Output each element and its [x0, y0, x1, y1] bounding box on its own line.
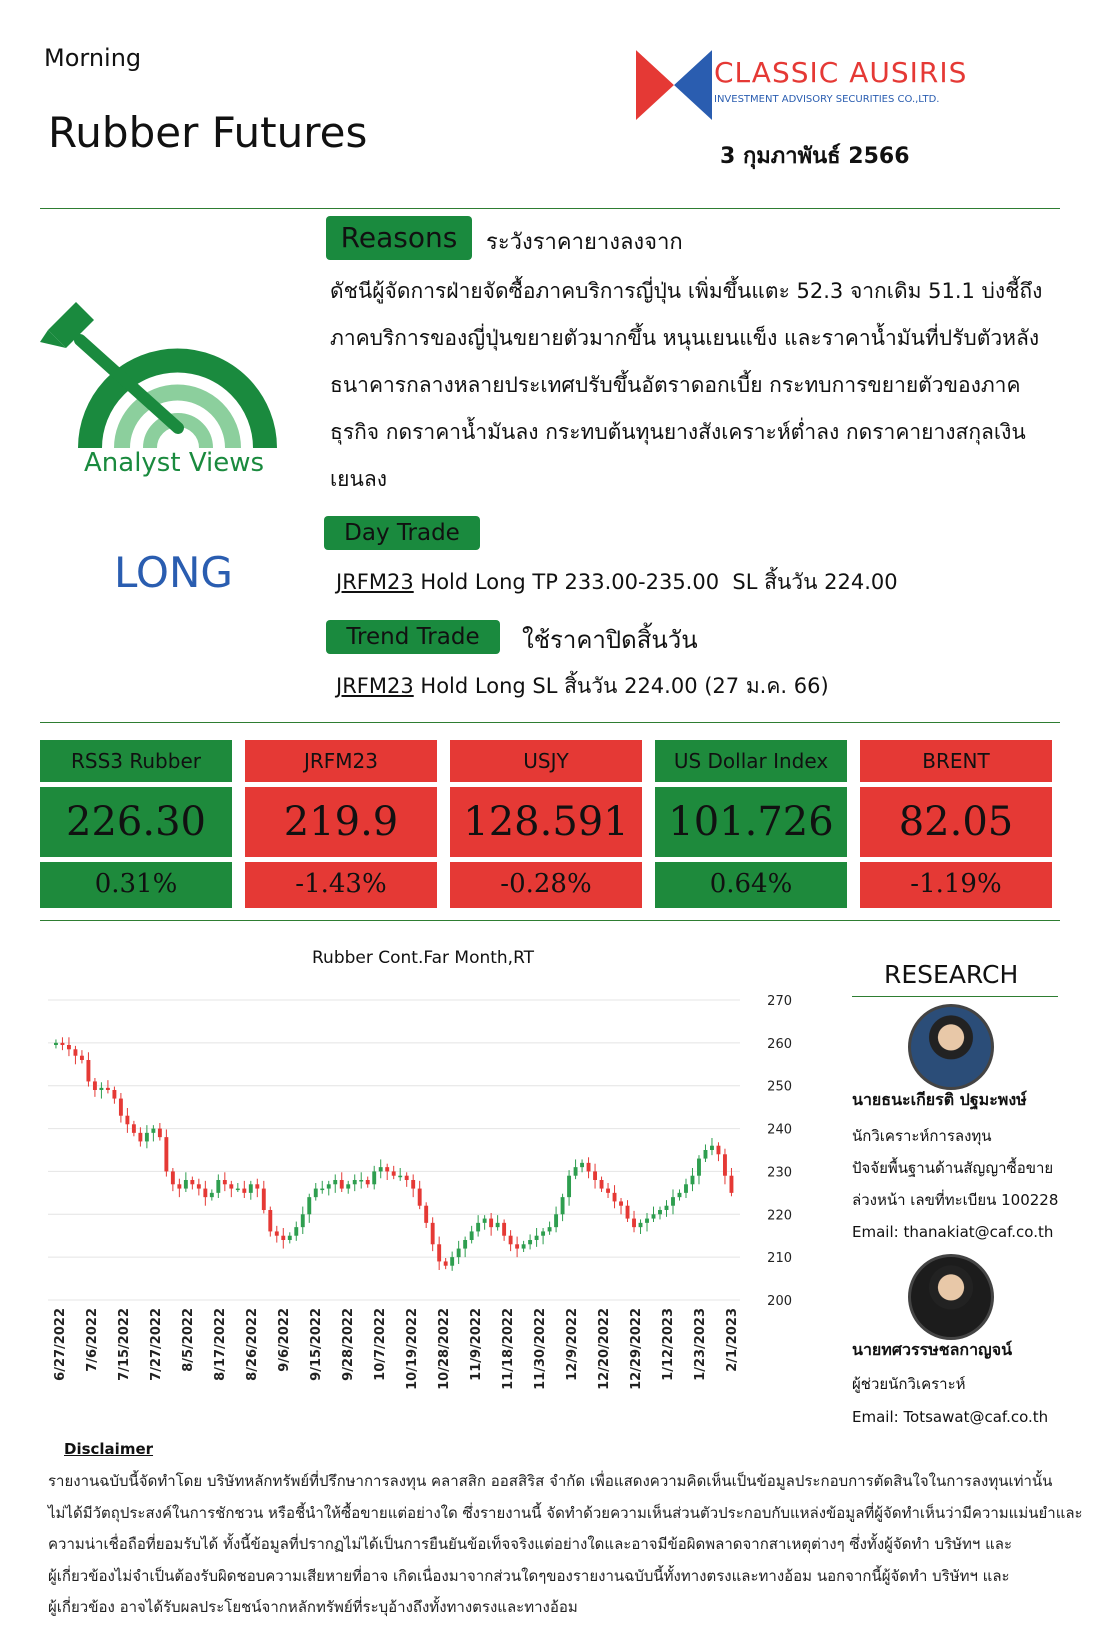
- reason-line: เยนลง: [330, 467, 387, 491]
- candle: [112, 1090, 116, 1099]
- candle: [704, 1150, 708, 1159]
- candle: [203, 1189, 207, 1198]
- y-tick-label: 240: [767, 1122, 792, 1138]
- reason-line: ดัชนีผู้จัดการฝ่ายจัดซื้อภาคบริการญี่ปุ่น เพิ่มขึ้นแตะ 52.3 จากเดิม 51.1 บ่งชี้ถึง: [330, 279, 1043, 303]
- divider-top: [40, 208, 1060, 209]
- disclaimer-title: Disclaimer: [64, 1440, 154, 1458]
- avatar: [908, 1254, 994, 1340]
- candle: [606, 1189, 610, 1193]
- logo-name: CLASSIC AUSIRIS: [714, 56, 968, 89]
- trend-trade-text: Hold Long SL สิ้นวัน 224.00 (27 ม.ค. 66): [420, 674, 829, 698]
- candle: [138, 1133, 142, 1142]
- x-tick-label: 9/15/2022: [309, 1308, 324, 1381]
- candle: [54, 1043, 58, 1045]
- candle: [411, 1180, 415, 1189]
- candle: [541, 1231, 545, 1235]
- candle: [548, 1227, 552, 1231]
- candle: [372, 1171, 376, 1184]
- analyst-1-info: [852, 1120, 1058, 1248]
- candle: [457, 1249, 461, 1258]
- candle: [437, 1244, 441, 1261]
- logo-subtitle: INVESTMENT ADVISORY SECURITIES CO.,LTD.: [714, 94, 940, 105]
- x-tick-label: 6/27/2022: [53, 1308, 68, 1381]
- candle: [431, 1223, 435, 1244]
- analyst-1-line: ล่วงหน้า เลขที่ทะเบียน 100228: [852, 1191, 1059, 1209]
- x-tick-label: 10/28/2022: [437, 1308, 452, 1390]
- reason-line: ธนาคารกลางหลายประเทศปรับขึ้นอัตราดอกเบี้ย กระทบการขยายตัวของภาค: [330, 373, 1021, 397]
- candle: [587, 1163, 591, 1172]
- candle: [723, 1154, 727, 1175]
- x-tick-label: 8/26/2022: [245, 1308, 260, 1381]
- candle: [379, 1167, 383, 1171]
- candle: [288, 1236, 292, 1240]
- candle: [80, 1056, 84, 1060]
- x-tick-label: 2/1/2023: [725, 1308, 740, 1372]
- tile-jrfm23: [245, 740, 437, 908]
- candle: [314, 1189, 318, 1198]
- candle: [710, 1146, 714, 1150]
- day-trade-symbol: JRFM23: [336, 570, 414, 594]
- candle: [398, 1176, 402, 1178]
- divider-lower: [40, 920, 1060, 921]
- candle: [671, 1197, 675, 1206]
- logo-mark-icon: [636, 50, 712, 120]
- candle: [320, 1189, 324, 1191]
- candle: [73, 1049, 77, 1055]
- x-tick-label: 9/28/2022: [341, 1308, 356, 1381]
- analyst-1-line: Email: thanakiat@caf.co.th: [852, 1223, 1054, 1241]
- candle: [574, 1167, 578, 1176]
- x-tick-label: 7/15/2022: [117, 1308, 132, 1381]
- signal-long: LONG: [114, 548, 233, 597]
- tile-name: USJY: [523, 749, 569, 773]
- analyst-1-line: นักวิเคราะห์การลงทุน: [852, 1127, 992, 1145]
- tile-brent: [860, 740, 1052, 908]
- candle: [236, 1189, 240, 1191]
- candle: [424, 1206, 428, 1223]
- candle: [164, 1137, 168, 1171]
- candle: [613, 1193, 617, 1202]
- candle: [151, 1129, 155, 1133]
- candle: [353, 1180, 357, 1184]
- candle: [119, 1099, 123, 1116]
- y-tick-label: 270: [767, 994, 792, 1009]
- candle: [125, 1116, 129, 1125]
- research-underline: [852, 996, 1058, 997]
- reasons-badge: Reasons: [326, 216, 472, 260]
- candle: [392, 1171, 396, 1175]
- candle: [99, 1088, 103, 1090]
- candle: [145, 1133, 149, 1142]
- candle: [515, 1244, 519, 1248]
- candle: [496, 1223, 500, 1227]
- candle: [106, 1088, 110, 1090]
- candle: [190, 1180, 194, 1184]
- tile-change: -1.43%: [295, 869, 387, 899]
- candle: [528, 1240, 532, 1244]
- candle: [307, 1197, 311, 1214]
- candle: [242, 1189, 246, 1193]
- tile-change: 0.64%: [709, 869, 793, 899]
- candle: [249, 1184, 253, 1193]
- session-label: Morning: [44, 44, 142, 72]
- candle: [262, 1189, 266, 1210]
- y-tick-label: 250: [767, 1079, 792, 1095]
- x-tick-label: 7/6/2022: [85, 1308, 100, 1372]
- candle: [268, 1210, 272, 1231]
- x-tick-label: 12/20/2022: [597, 1308, 612, 1390]
- candle: [645, 1219, 649, 1223]
- x-tick-label: 12/29/2022: [629, 1308, 644, 1390]
- company-logo: [636, 50, 1076, 130]
- x-tick-label: 1/12/2023: [661, 1308, 676, 1381]
- x-tick-label: 11/9/2022: [469, 1308, 484, 1381]
- x-tick-label: 8/5/2022: [181, 1308, 196, 1372]
- analyst-2-info: [852, 1368, 1048, 1434]
- tile-name: JRFM23: [303, 749, 378, 773]
- candle: [509, 1236, 513, 1245]
- tile-name: RSS3 Rubber: [71, 749, 201, 773]
- analyst-views-label: Analyst Views: [84, 448, 265, 478]
- candle: [626, 1206, 630, 1219]
- candle: [333, 1180, 337, 1184]
- candle: [385, 1167, 389, 1171]
- candle: [405, 1176, 409, 1180]
- research-heading: RESEARCH: [884, 960, 1019, 989]
- tile-value: 128.591: [463, 799, 629, 845]
- report-date: 3 กุมภาพันธ์ 2566: [720, 144, 910, 169]
- disclaimer-line: ไม่ได้มีวัตถุประสงค์ในการชักชวน หรือชี้นำให้ซื้อขายแต่อย่างใด ซึ่งรายงานนี้ จัดทำด้วยความเห็นส่วนตัวประกอบกับแหล่งข้อมูลที่ผู้จัดทำเห็นว่ามีความแม่นยำและ: [48, 1503, 1083, 1522]
- trend-trade-line: [336, 670, 829, 703]
- candle: [619, 1201, 623, 1205]
- candle: [665, 1206, 669, 1210]
- candle: [60, 1043, 64, 1045]
- candle: [158, 1129, 162, 1138]
- candle: [171, 1171, 175, 1184]
- candle: [639, 1223, 643, 1227]
- candle: [522, 1244, 526, 1248]
- candle: [483, 1219, 487, 1223]
- page-title: Rubber Futures: [48, 108, 368, 157]
- price-chart: [40, 980, 840, 1440]
- chart-title: Rubber Cont.Far Month,RT: [312, 948, 535, 968]
- disclaimer-body: [48, 1466, 1088, 1624]
- x-tick-label: 11/30/2022: [533, 1308, 548, 1390]
- candle: [632, 1219, 636, 1228]
- candle: [418, 1189, 422, 1206]
- tile-change: -1.19%: [910, 869, 1002, 899]
- reason-line: ภาคบริการของญี่ปุ่นขยายตัวมากขึ้น หนุนเยนแข็ง และราคาน้ำมันที่ปรับตัวหลัง: [330, 326, 1040, 350]
- candle: [593, 1171, 597, 1180]
- candle: [301, 1214, 305, 1227]
- y-tick-label: 200: [767, 1294, 792, 1309]
- tile-change: -0.28%: [500, 869, 592, 899]
- candle: [86, 1060, 90, 1081]
- avatar: [908, 1004, 994, 1090]
- analyst-1-line: ปัจจัยพื้นฐานด้านสัญญาซื้อขาย: [852, 1159, 1054, 1177]
- candle: [223, 1180, 227, 1184]
- candle: [561, 1197, 565, 1214]
- day-trade-text: Hold Long TP 233.00-235.00 SL สิ้นวัน 224.00: [420, 570, 898, 594]
- y-tick-label: 230: [767, 1165, 792, 1181]
- analyst-2-name: นายทศวรรษชลกาญจน์: [852, 1340, 1012, 1359]
- candle: [554, 1214, 558, 1227]
- disclaimer-line: ผู้เกี่ยวข้อง อาจได้รับผลประโยชน์จากหลักทรัพย์ที่ระบุอ้างถึงทั้งทางตรงและทางอ้อม: [48, 1598, 578, 1616]
- x-tick-label: 10/7/2022: [373, 1308, 388, 1381]
- candle: [275, 1231, 279, 1235]
- disclaimer-line: ผู้เกี่ยวข้องไม่จำเป็นต้องรับผิดชอบความเสียหายที่อาจ เกิดเนื่องมาจากส่วนใดๆของรายงานฉบับนี้ทั้งทางตรงและทางอ้อม นอกจากนี้ผู้จัดทำ บริษัทฯ และ: [48, 1566, 1010, 1585]
- candle: [229, 1184, 233, 1188]
- trend-trade-symbol: JRFM23: [336, 674, 414, 698]
- candle: [132, 1124, 136, 1133]
- candle: [697, 1159, 701, 1176]
- candle: [463, 1240, 467, 1249]
- tile-name: US Dollar Index: [673, 749, 829, 773]
- analyst-views-logo: [40, 300, 280, 490]
- candle: [255, 1184, 259, 1188]
- reason-line: ธุรกิจ กดราคาน้ำมันลง กระทบต้นทุนยางสังเคราะห์ต่ำลง กดราคายางสกุลเงิน: [330, 420, 1026, 444]
- candle: [184, 1180, 188, 1189]
- candle: [691, 1176, 695, 1185]
- candle: [652, 1214, 656, 1218]
- candle: [535, 1236, 539, 1240]
- tile-name: BRENT: [922, 749, 990, 773]
- analyst-2-line: ผู้ช่วยนักวิเคราะห์: [852, 1375, 966, 1393]
- analyst-1-name: นายธนะเกียรติ ปฐมะพงษ์: [852, 1090, 1027, 1109]
- day-trade-badge: Day Trade: [324, 516, 480, 550]
- candle: [580, 1163, 584, 1167]
- reasons-body: [330, 272, 1090, 507]
- candle: [210, 1193, 214, 1197]
- candle: [197, 1184, 201, 1188]
- candle: [476, 1223, 480, 1232]
- candle: [444, 1261, 448, 1265]
- day-trade-line: [336, 566, 898, 599]
- candle: [450, 1257, 454, 1266]
- candle: [281, 1236, 285, 1240]
- candle: [366, 1180, 370, 1184]
- divider-mid: [40, 722, 1060, 723]
- candle: [567, 1176, 571, 1197]
- x-tick-label: 1/23/2023: [693, 1308, 708, 1381]
- analyst-2-line: Email: Totsawat@caf.co.th: [852, 1408, 1049, 1426]
- candle: [730, 1176, 734, 1193]
- tile-change: 0.31%: [94, 869, 178, 899]
- y-tick-label: 260: [767, 1036, 792, 1052]
- candle: [327, 1184, 331, 1188]
- candle: [177, 1184, 181, 1188]
- candle: [470, 1231, 474, 1240]
- tile-value: 82.05: [898, 799, 1014, 845]
- y-tick-label: 210: [767, 1251, 792, 1267]
- candle: [678, 1193, 682, 1197]
- candle: [346, 1184, 350, 1188]
- tile-usjy: [450, 740, 642, 908]
- tile-value: 219.9: [283, 799, 399, 845]
- candle: [489, 1219, 493, 1228]
- candle: [717, 1146, 721, 1155]
- x-tick-label: 10/19/2022: [405, 1308, 420, 1390]
- x-tick-label: 7/27/2022: [149, 1308, 164, 1381]
- candle: [93, 1081, 97, 1090]
- tile-value: 101.726: [668, 799, 834, 845]
- candle: [684, 1184, 688, 1193]
- candle: [67, 1045, 71, 1049]
- candle: [600, 1180, 604, 1189]
- x-tick-label: 9/6/2022: [277, 1308, 292, 1372]
- candle: [340, 1180, 344, 1189]
- disclaimer-line: รายงานฉบับนี้จัดทำโดย บริษัทหลักทรัพย์ที่ปรึกษาการลงทุน คลาสสิก ออสสิริส จำกัด เพื่อแสดงความคิดเห็นเป็นข้อมูลประกอบการตัดสินใจในการลงทุนเท่านั้น: [48, 1472, 1053, 1490]
- candle: [658, 1210, 662, 1214]
- x-tick-label: 11/18/2022: [501, 1308, 516, 1390]
- x-tick-label: 12/9/2022: [565, 1308, 580, 1381]
- candle: [294, 1227, 298, 1236]
- reasons-headline: ระวังราคายางลงจาก: [486, 230, 683, 255]
- trend-trade-note: ใช้ราคาปิดสิ้นวัน: [522, 626, 698, 654]
- trend-trade-badge: Trend Trade: [326, 620, 500, 654]
- tile-rss3: [40, 740, 232, 908]
- x-tick-label: 8/17/2022: [213, 1308, 228, 1381]
- tile-value: 226.30: [66, 799, 206, 845]
- candle: [359, 1180, 363, 1182]
- candle: [216, 1180, 220, 1193]
- candle: [502, 1223, 506, 1236]
- y-tick-label: 220: [767, 1208, 792, 1224]
- tile-dxy: [655, 740, 847, 908]
- disclaimer-line: ความน่าเชื่อถือที่ยอมรับได้ ทั้งนี้ข้อมูลที่ปรากฏไม่ได้เป็นการยืนยันข้อเท็จจริงแต่อย่างใดและอาจมีข้อผิดพลาดจากสาเหตุต่างๆ ซึ่งทั้งผู้จัดทำ บริษัทฯ และ: [48, 1535, 1013, 1553]
